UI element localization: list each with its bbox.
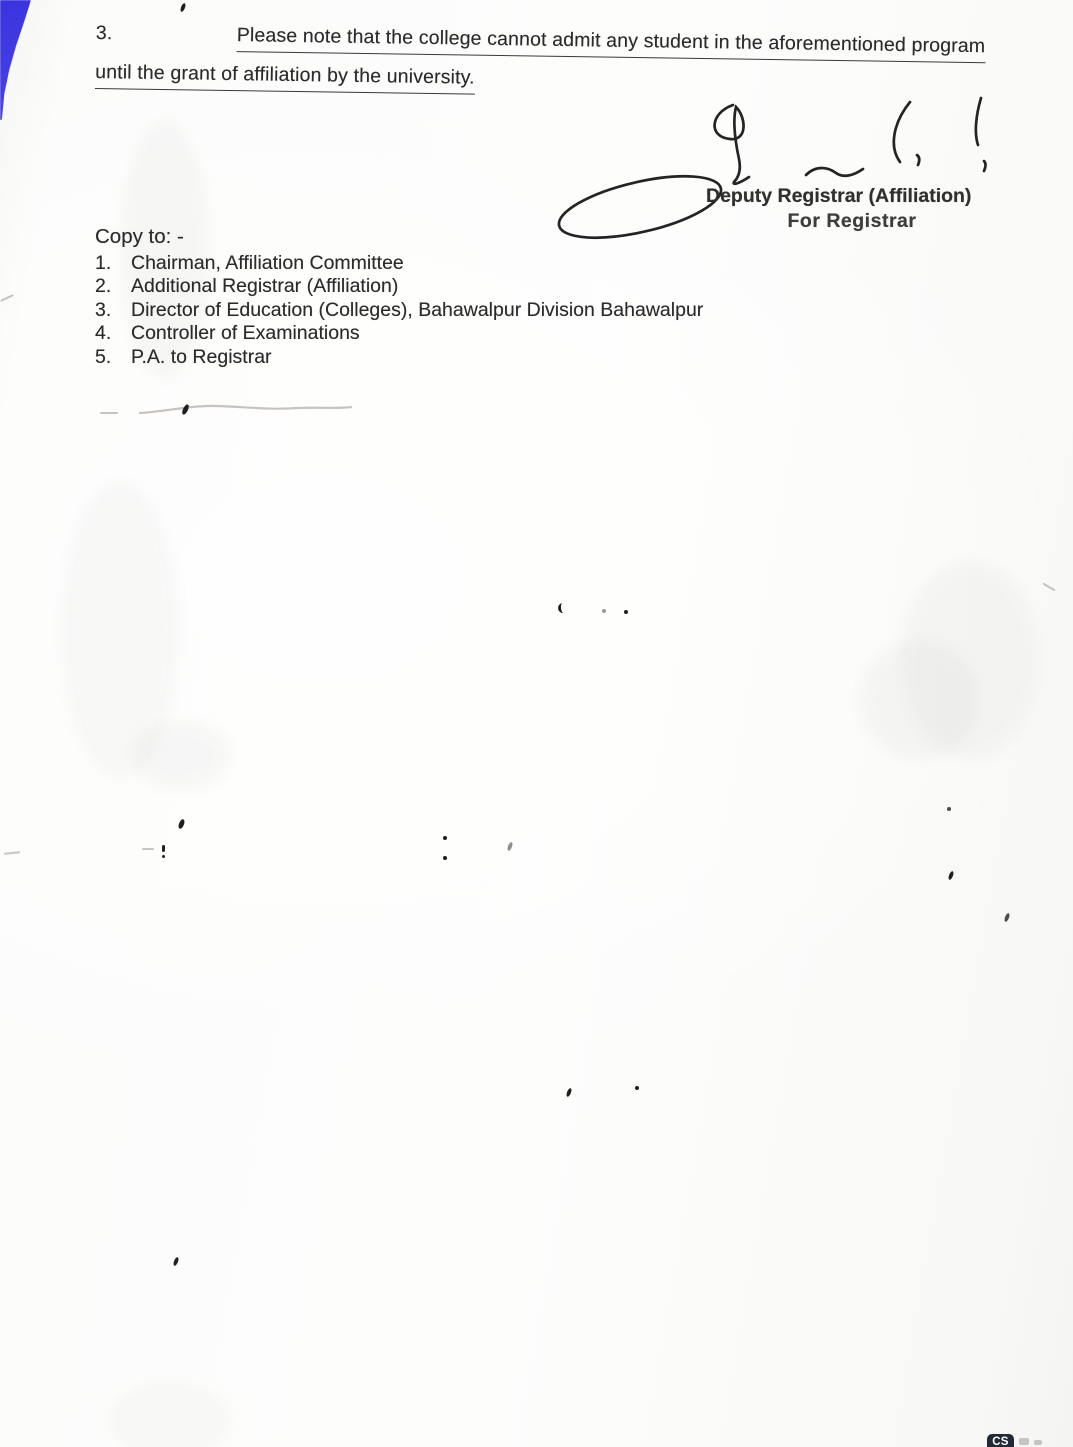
list-item	[95, 275, 795, 298]
ink-speck	[0, 294, 14, 302]
camscanner-watermark-text	[1034, 1440, 1042, 1445]
ink-speck	[443, 856, 447, 860]
scan-blotch	[60, 480, 180, 780]
ink-speck	[142, 848, 154, 850]
list-item-text: Controller of Examinations	[131, 322, 360, 345]
ink-speck	[173, 1257, 179, 1267]
list-item	[95, 299, 795, 322]
ink-speck	[100, 412, 118, 414]
list-item-text: P.A. to Registrar	[131, 345, 272, 368]
ink-speck	[1042, 583, 1055, 592]
pencil-scribble	[138, 396, 353, 420]
list-item-number: 4.	[95, 322, 112, 345]
ink-speck	[566, 1088, 572, 1098]
ink-speck	[180, 3, 186, 13]
list-item-number: 3.	[95, 298, 112, 321]
ink-speck	[1004, 913, 1010, 923]
list-item	[95, 252, 795, 275]
ink-speck	[178, 819, 186, 830]
list-item-number: 5.	[95, 345, 112, 368]
clause-text-line2: until the grant of affiliation by the university.	[95, 59, 475, 95]
list-item-text: Chairman, Affiliation Committee	[131, 252, 404, 274]
clause-number: 3.	[95, 21, 113, 45]
paragraph-3-line1	[96, 20, 1048, 64]
ink-speck	[602, 609, 606, 613]
ink-speck	[558, 603, 569, 614]
signatory-designation: Deputy Registrar (Affiliation)	[706, 185, 972, 207]
copy-to-section	[95, 224, 795, 369]
camscanner-badge-label: CS	[992, 1436, 1009, 1447]
list-item-text: Additional Registrar (Affiliation)	[131, 275, 399, 298]
copy-to-list	[95, 252, 795, 369]
list-item	[95, 346, 795, 369]
ink-speck	[947, 807, 951, 811]
list-item-number: 1.	[95, 252, 112, 274]
scan-blotch	[130, 720, 230, 790]
ink-speck	[635, 1086, 639, 1090]
scan-blotch	[900, 560, 1040, 760]
scan-blotch	[110, 1380, 230, 1447]
scan-blotch	[860, 640, 980, 760]
list-item	[95, 322, 795, 345]
ink-speck	[948, 871, 954, 881]
ink-speck	[507, 842, 513, 852]
ink-speck	[624, 610, 628, 614]
signatory-for-registrar: For Registrar	[787, 210, 917, 232]
list-item-text: Director of Education (Colleges), Bahawalpur Division Bahawalpur	[131, 298, 704, 321]
ink-speck	[4, 851, 20, 855]
ink-speck	[162, 845, 165, 858]
camscanner-watermark-text	[1019, 1438, 1029, 1445]
ink-speck	[443, 836, 447, 840]
list-item-number: 2.	[95, 275, 112, 298]
copy-to-heading: Copy to: -	[95, 225, 184, 248]
clause-text-line1: Please note that the college cannot admit any student in the aforementioned program	[237, 22, 986, 63]
camscanner-watermark-badge	[987, 1434, 1014, 1447]
scan-edge-artifact	[0, 0, 31, 120]
